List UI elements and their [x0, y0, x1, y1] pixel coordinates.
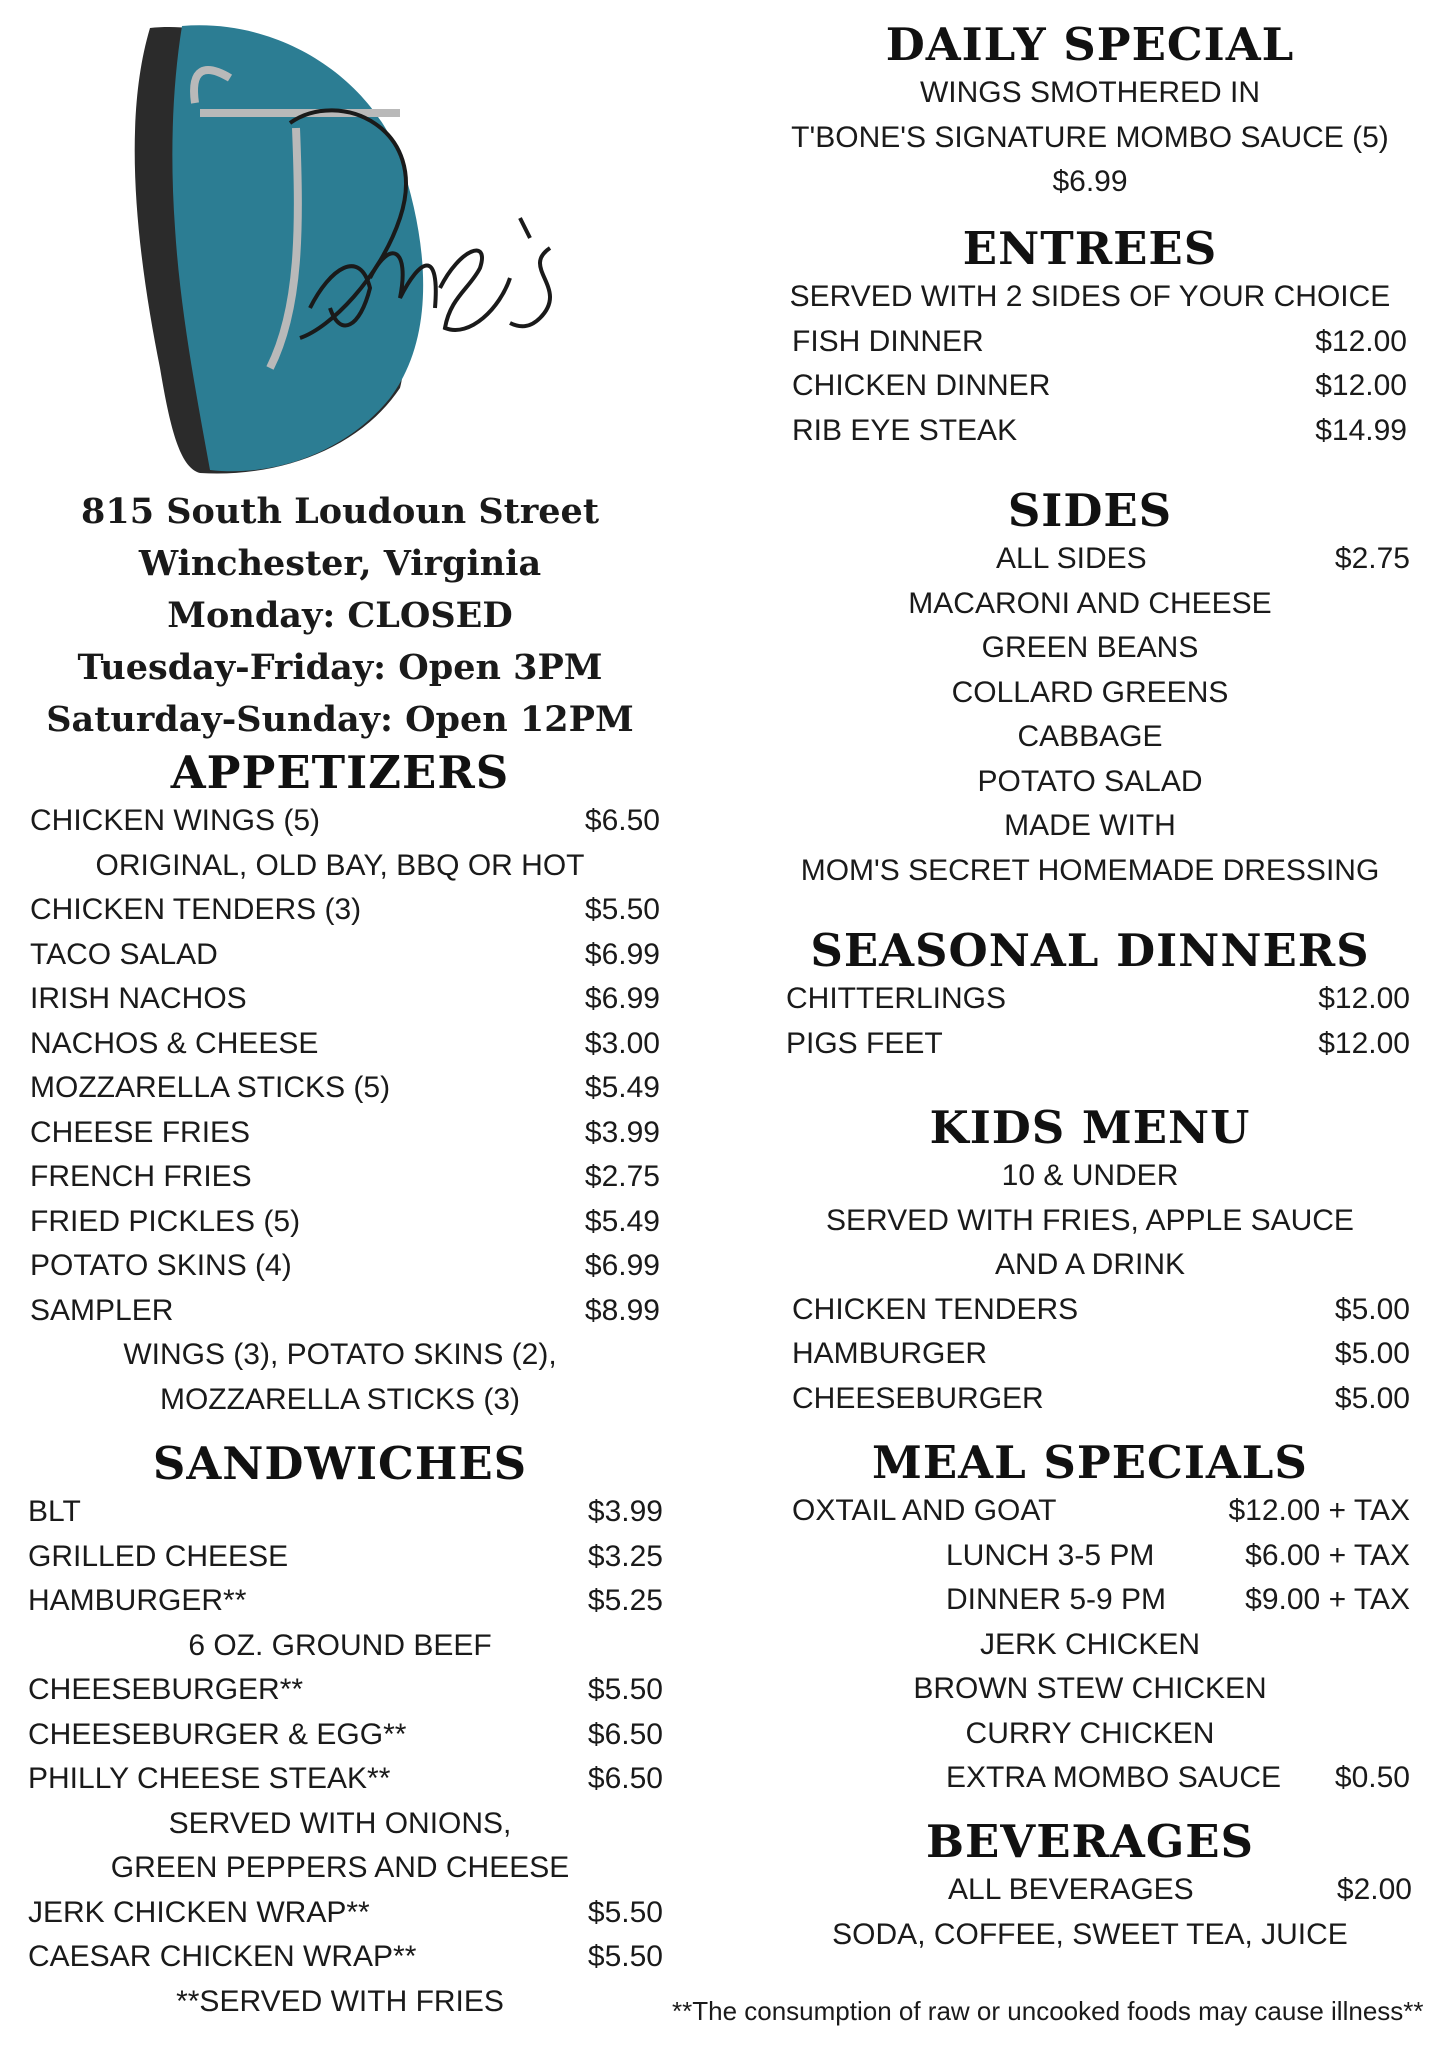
seasonal-heading: SEASONAL DINNERS: [810, 924, 1370, 977]
meal-specials-heading: MEAL SPECIALS: [872, 1436, 1308, 1489]
menu-item-price: $5.49: [584, 1204, 660, 1238]
menu-item: [0, 799, 680, 844]
menu-item-price: $2.75: [584, 1160, 660, 1193]
appetizers-heading: APPETIZERS: [170, 746, 510, 799]
menu-item-price: $5.50: [584, 893, 660, 926]
menu-item: [740, 409, 1440, 454]
menu-item-name: POTATO SKINS (4): [30, 1249, 292, 1282]
menu-item-price: $5.00: [1334, 1337, 1410, 1370]
menu-item: [740, 364, 1440, 409]
menu-item-price: $5.50: [587, 1940, 663, 1973]
menu-item: [740, 537, 1440, 582]
menu-item-price: $5.25: [587, 1584, 663, 1617]
menu-item-name: MOZZARELLA STICKS (5): [30, 1071, 391, 1104]
menu-item: [740, 1377, 1440, 1422]
menu-item: [0, 933, 680, 978]
menu-item-price: $12.00: [1318, 1026, 1410, 1060]
menu-item-price: $3.99: [584, 1115, 660, 1149]
menu-item-price: $5.00: [1334, 1292, 1410, 1326]
menu-note: JERK CHICKEN: [979, 1627, 1201, 1661]
menu-item: [740, 1332, 1440, 1377]
menu-item: [740, 1022, 1440, 1067]
menu-item: [0, 1891, 680, 1936]
appetizers-list: [0, 799, 680, 1422]
menu-item: [0, 1668, 680, 1713]
daily-special-section: [740, 18, 1440, 205]
menu-item-name: JERK CHICKEN WRAP**: [28, 1895, 370, 1929]
menu-item-price: $6.50: [584, 804, 660, 837]
menu-item: [0, 1244, 680, 1289]
menu-item-name: RIB EYE STEAK: [792, 413, 1018, 447]
seasonal-list: [740, 977, 1440, 1066]
meal-specials-list: [740, 1489, 1440, 1801]
beverages-list: [740, 1868, 1440, 1957]
menu-item-price: $5.00: [1334, 1381, 1410, 1415]
hours-sat-sun: Saturday-Sunday: Open 12PM: [46, 699, 634, 740]
menu-item-price: $6.50: [587, 1762, 663, 1795]
menu-item: [0, 1111, 680, 1156]
menu-item: [0, 1155, 680, 1200]
menu-item-name: ALL SIDES: [996, 542, 1147, 575]
menu-item-name: BLT: [28, 1495, 81, 1528]
menu-note: MOZZARELLA STICKS (3): [159, 1382, 521, 1416]
menu-note: CURRY CHICKEN: [965, 1716, 1215, 1750]
menu-item: [0, 1935, 680, 1980]
menu-item-price: $5.50: [587, 1895, 663, 1929]
menu-item-name: HAMBURGER**: [28, 1584, 247, 1617]
menu-note: SODA, COFFEE, SWEET TEA, JUICE: [832, 1917, 1348, 1951]
menu-item: [0, 977, 680, 1022]
menu-item-name: HAMBURGER: [792, 1337, 988, 1370]
meal-specials-section: [740, 1436, 1440, 1801]
menu-item-price: $2.75: [1334, 542, 1410, 575]
daily-special-heading: DAILY SPECIAL: [885, 18, 1295, 71]
menu-item-name: CHEESEBURGER: [792, 1381, 1044, 1415]
menu-item: [0, 1579, 680, 1624]
sides-heading: SIDES: [1007, 484, 1173, 537]
address: 815 South Loudoun Street: [81, 491, 599, 532]
entrees-section: [740, 222, 1440, 453]
menu-item: [0, 888, 680, 933]
kids-list: [740, 1154, 1440, 1421]
menu-note: SERVED WITH ONIONS,: [168, 1806, 512, 1840]
menu-item-name: CHEESE FRIES: [30, 1115, 251, 1149]
menu-item-price: $8.99: [584, 1293, 660, 1327]
menu-note: COLLARD GREENS: [951, 675, 1229, 709]
appetizers-section: [0, 746, 680, 1422]
sandwiches-section: [0, 1437, 680, 2024]
menu-item-name: TACO SALAD: [30, 937, 218, 971]
daily-special-line: T'BONE'S SIGNATURE MOMBO SAUCE (5): [791, 120, 1389, 154]
menu-note: POTATO SALAD: [977, 764, 1203, 798]
menu-note: SERVED WITH 2 SIDES OF YOUR CHOICE: [789, 280, 1391, 313]
menu-item: [740, 1756, 1440, 1801]
daily-special-line: WINGS SMOTHERED IN: [919, 76, 1260, 109]
menu-item-price: $12.00: [1318, 982, 1410, 1015]
menu-item-name: GRILLED CHEESE: [28, 1539, 289, 1573]
menu-item-name: CHITTERLINGS: [786, 982, 1007, 1015]
menu-item-price: $0.50: [1334, 1761, 1410, 1794]
menu-item-price: $3.99: [587, 1495, 663, 1528]
menu-item-name: ALL BEVERAGES: [948, 1873, 1194, 1906]
menu-note: MOM'S SECRET HOMEMADE DRESSING: [800, 853, 1380, 887]
menu-item-price: $2.00: [1336, 1873, 1412, 1906]
menu-item-name: NACHOS & CHEESE: [30, 1026, 319, 1060]
menu-item-price: $6.50: [587, 1717, 663, 1751]
menu-item-price: $12.00: [1315, 369, 1407, 402]
menu-note: 10 & UNDER: [1001, 1159, 1179, 1192]
city: Winchester, Virginia: [138, 543, 542, 584]
menu-item-price: $6.99: [584, 982, 660, 1015]
sandwiches-heading: SANDWICHES: [152, 1437, 528, 1490]
hours-tue-fri: Tuesday-Friday: Open 3PM: [77, 647, 603, 688]
menu-note: WINGS (3), POTATO SKINS (2),: [123, 1338, 557, 1371]
menu-item: [740, 320, 1440, 365]
menu-note: **SERVED WITH FRIES: [176, 1984, 504, 2018]
menu-item-price: $14.99: [1315, 413, 1407, 447]
menu-item: [740, 1534, 1440, 1579]
hours-monday: Monday: CLOSED: [167, 595, 513, 636]
menu-item: [740, 1288, 1440, 1333]
beverages-heading: BEVERAGES: [925, 1815, 1255, 1868]
kids-section: [740, 1101, 1440, 1421]
menu-item-price: $5.49: [584, 1071, 660, 1104]
menu-note: CABBAGE: [1017, 720, 1163, 753]
menu-item-name: FISH DINNER: [792, 324, 984, 358]
menu-note: MADE WITH: [1004, 809, 1176, 842]
daily-special-price: $6.99: [1052, 165, 1128, 198]
menu-item: [740, 1868, 1440, 1913]
sides-list: [740, 537, 1440, 893]
menu-item-name: CHICKEN TENDERS: [792, 1292, 1079, 1326]
menu-item-name: FRENCH FRIES: [30, 1160, 252, 1193]
menu-item-name: EXTRA MOMBO SAUCE: [946, 1761, 1282, 1794]
menu-item-name: CHICKEN DINNER: [792, 369, 1051, 402]
menu-item: [0, 1022, 680, 1067]
menu-item: [0, 1713, 680, 1758]
menu-item-name: CHICKEN TENDERS (3): [30, 893, 362, 926]
menu-item-name: CHICKEN WINGS (5): [30, 804, 321, 837]
beverages-section: [740, 1815, 1440, 1957]
menu-item-name: CHEESEBURGER & EGG**: [28, 1717, 407, 1751]
menu-item-name: SAMPLER: [30, 1293, 174, 1327]
menu-item-price: $6.99: [584, 1249, 660, 1282]
menu-note: GREEN BEANS: [981, 631, 1199, 664]
menu-item-name: CHEESEBURGER**: [28, 1673, 304, 1706]
menu-note: 6 OZ. GROUND BEEF: [188, 1628, 492, 1662]
menu-item-name: LUNCH 3-5 PM: [946, 1538, 1155, 1572]
menu-item-price: $3.25: [587, 1539, 663, 1573]
menu-item-price: $5.50: [587, 1673, 663, 1706]
menu-item-price: $9.00 + TAX: [1245, 1583, 1410, 1616]
kids-heading: KIDS MENU: [929, 1101, 1251, 1154]
menu-item: [0, 1289, 680, 1334]
menu-note: MACARONI AND CHEESE: [908, 586, 1272, 620]
menu-note: GREEN PEPPERS AND CHEESE: [110, 1851, 570, 1884]
menu-item-name: OXTAIL AND GOAT: [792, 1494, 1057, 1527]
menu-item-name: PIGS FEET: [786, 1026, 943, 1060]
menu-item-price: $6.00 + TAX: [1245, 1538, 1410, 1572]
menu-item-name: FRIED PICKLES (5): [30, 1204, 301, 1238]
menu-item: [740, 1489, 1440, 1534]
menu-item-name: DINNER 5-9 PM: [946, 1583, 1167, 1616]
menu-note: ORIGINAL, OLD BAY, BBQ OR HOT: [95, 848, 585, 882]
menu-item: [0, 1066, 680, 1111]
entrees-list: [740, 275, 1440, 453]
menu-item-price: $3.00: [584, 1026, 660, 1060]
sandwiches-list: [0, 1490, 680, 2024]
restaurant-info: [0, 486, 680, 746]
entrees-heading: ENTREES: [962, 222, 1218, 275]
tbones-logo: [100, 8, 580, 488]
menu-item: [740, 977, 1440, 1022]
footer-disclaimer: **The consumption of raw or uncooked foods may cause illness**: [672, 1996, 1424, 2026]
seasonal-section: [740, 924, 1440, 1066]
menu-item-name: CAESAR CHICKEN WRAP**: [28, 1940, 417, 1973]
menu-note: SERVED WITH FRIES, APPLE SAUCE: [826, 1203, 1354, 1237]
menu-note: BROWN STEW CHICKEN: [913, 1672, 1267, 1705]
menu-item-price: $12.00: [1315, 324, 1407, 358]
sides-section: [740, 484, 1440, 893]
menu-item: [0, 1490, 680, 1535]
menu-item: [0, 1757, 680, 1802]
menu-note: AND A DRINK: [994, 1248, 1186, 1281]
menu-item: [740, 1578, 1440, 1623]
menu-item-name: IRISH NACHOS: [30, 982, 247, 1015]
menu-item: [0, 1200, 680, 1245]
menu-item: [0, 1535, 680, 1580]
menu-item-price: $6.99: [584, 937, 660, 971]
menu-item-name: PHILLY CHEESE STEAK**: [28, 1762, 391, 1795]
menu-item-price: $12.00 + TAX: [1228, 1494, 1410, 1527]
